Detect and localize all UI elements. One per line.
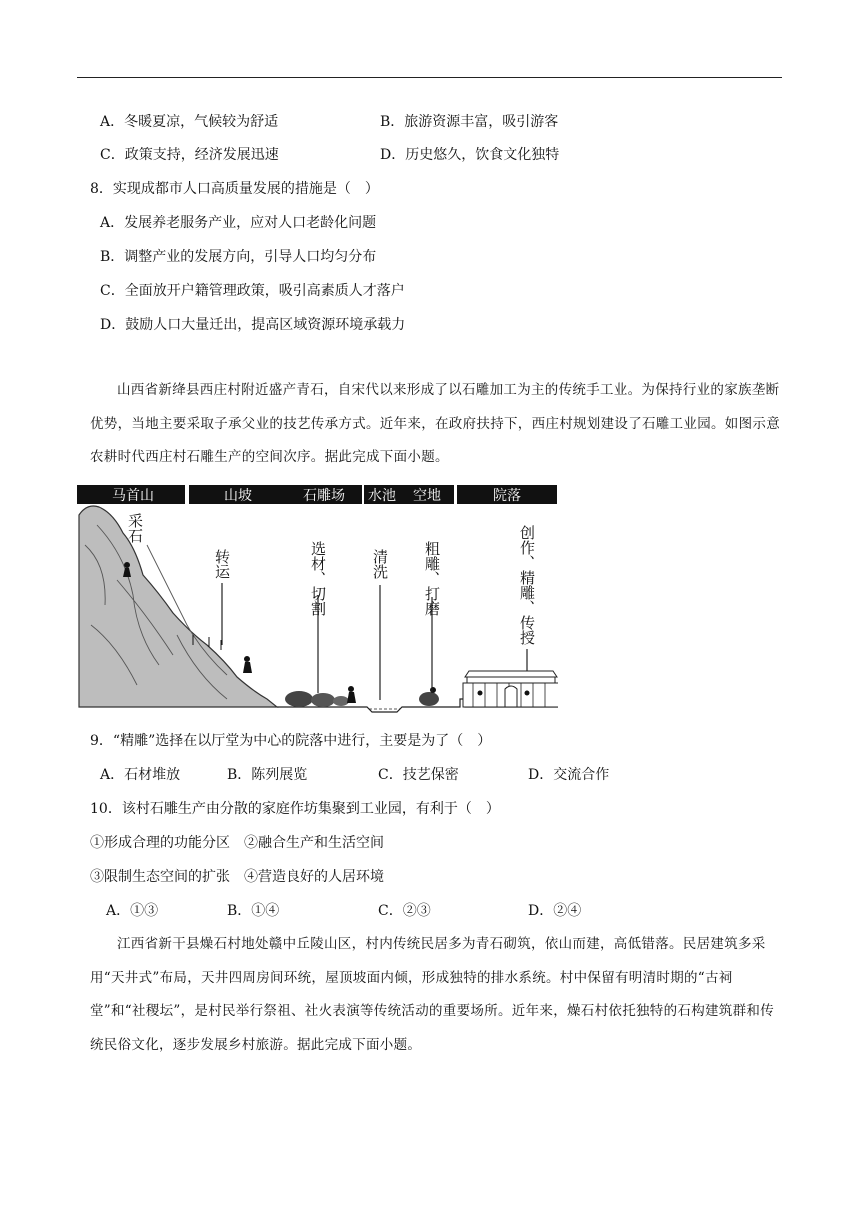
passage-stone-carving: 山西省新绛县西庄村附近盛产青石，自宋代以来形成了以石雕加工为主的传统手工业。为保持行业的家族垄断优势，当地主要采取子承父业的技艺传承方式。近年来，在政府扶持下，西庄村规划建设了石雕工业园。如图示意农耕时代西庄村石雕生产的空间次序。据此完成下面小题。 (90, 382, 780, 465)
q9-stem: 9．“精雕”选择在以厅堂为中心的院落中进行，主要是为了（ ） (90, 733, 492, 749)
step-label-wash: 清洗 (371, 549, 389, 579)
q8-option-b[interactable]: B．调整产业的发展方向，引导人口均匀分布 (100, 249, 377, 265)
step-label-transport: 转运 (213, 549, 231, 579)
q7-option-a[interactable]: A．冬暖夏凉，气候较为舒适 (100, 114, 279, 130)
q10-option-d[interactable]: D．②④ (528, 903, 582, 919)
q7-option-d[interactable]: D．历史悠久，饮食文化独特 (380, 147, 560, 163)
q8-option-d[interactable]: D．鼓励人口大量迁出，提高区域资源环境承载力 (100, 317, 406, 333)
q10-option-c[interactable]: C．②③ (378, 903, 431, 919)
q10-option-b[interactable]: B．①④ (227, 903, 280, 919)
q8-option-a[interactable]: A．发展养老服务产业，应对人口老龄化问题 (100, 215, 377, 231)
q10-stem: 10．该村石雕生产由分散的家庭作坊集聚到工业园，有利于（ ） (90, 801, 500, 817)
q7-option-c[interactable]: C．政策支持，经济发展迅速 (100, 147, 279, 163)
zone-label-pool: 水池 (368, 488, 396, 504)
q9-option-d[interactable]: D．交流合作 (528, 767, 610, 783)
zone-label-carving-yard: 石雕场 (303, 488, 345, 504)
q10-option-a[interactable]: A．①③ (106, 903, 159, 919)
q9-option-a[interactable]: A．石材堆放 (100, 767, 181, 783)
q9-option-b[interactable]: B．陈列展览 (227, 767, 308, 783)
zone-label-mashou: 马首山 (112, 488, 154, 504)
q8-option-c[interactable]: C．全面放开户籍管理政策，吸引高素质人才落户 (100, 283, 405, 299)
zone-header-bar (77, 485, 557, 504)
passage-stone-village: 江西省新干县燥石村地处赣中丘陵山区，村内传统民居多为青石砌筑，依山而建，高低错落。民居建筑多采用“天井式”布局，天井四周房间环统，屋顶坡面内倾，形成独特的排水系统。村中保留有明清时期的“古祠堂”和“社稷坛”，是村民举行祭祖、社火表演等传统活动的重要场所。近年来，燥石村依托独特的石构建筑群和传统民俗文化，逐步发展乡村旅游。据此完成下面小题。 (90, 936, 775, 1053)
q9-option-c[interactable]: C．技艺保密 (378, 767, 459, 783)
step-label-fine-carve: 创作、精雕、传授 (518, 525, 536, 645)
step-label-quarry: 采石 (126, 513, 144, 543)
q10-statements-2: ③限制生态空间的扩张 ④营造良好的人居环境 (90, 869, 384, 885)
q7-option-b[interactable]: B．旅游资源丰富，吸引游客 (380, 114, 559, 130)
step-label-select-cut: 选材、切割 (309, 541, 327, 616)
q8-stem: 8．实现成都市人口高质量发展的措施是（ ） (90, 181, 379, 197)
zone-label-open-space: 空地 (413, 488, 441, 504)
step-label-rough-carve: 粗雕、打磨 (423, 541, 441, 616)
zone-label-courtyard: 院落 (493, 488, 521, 504)
header-rule (77, 77, 782, 78)
stone-carving-spatial-sequence-figure (77, 485, 558, 713)
zone-label-slope: 山坡 (224, 488, 252, 504)
q10-statements-1: ①形成合理的功能分区 ②融合生产和生活空间 (90, 835, 384, 851)
courtyard-building (463, 671, 558, 707)
